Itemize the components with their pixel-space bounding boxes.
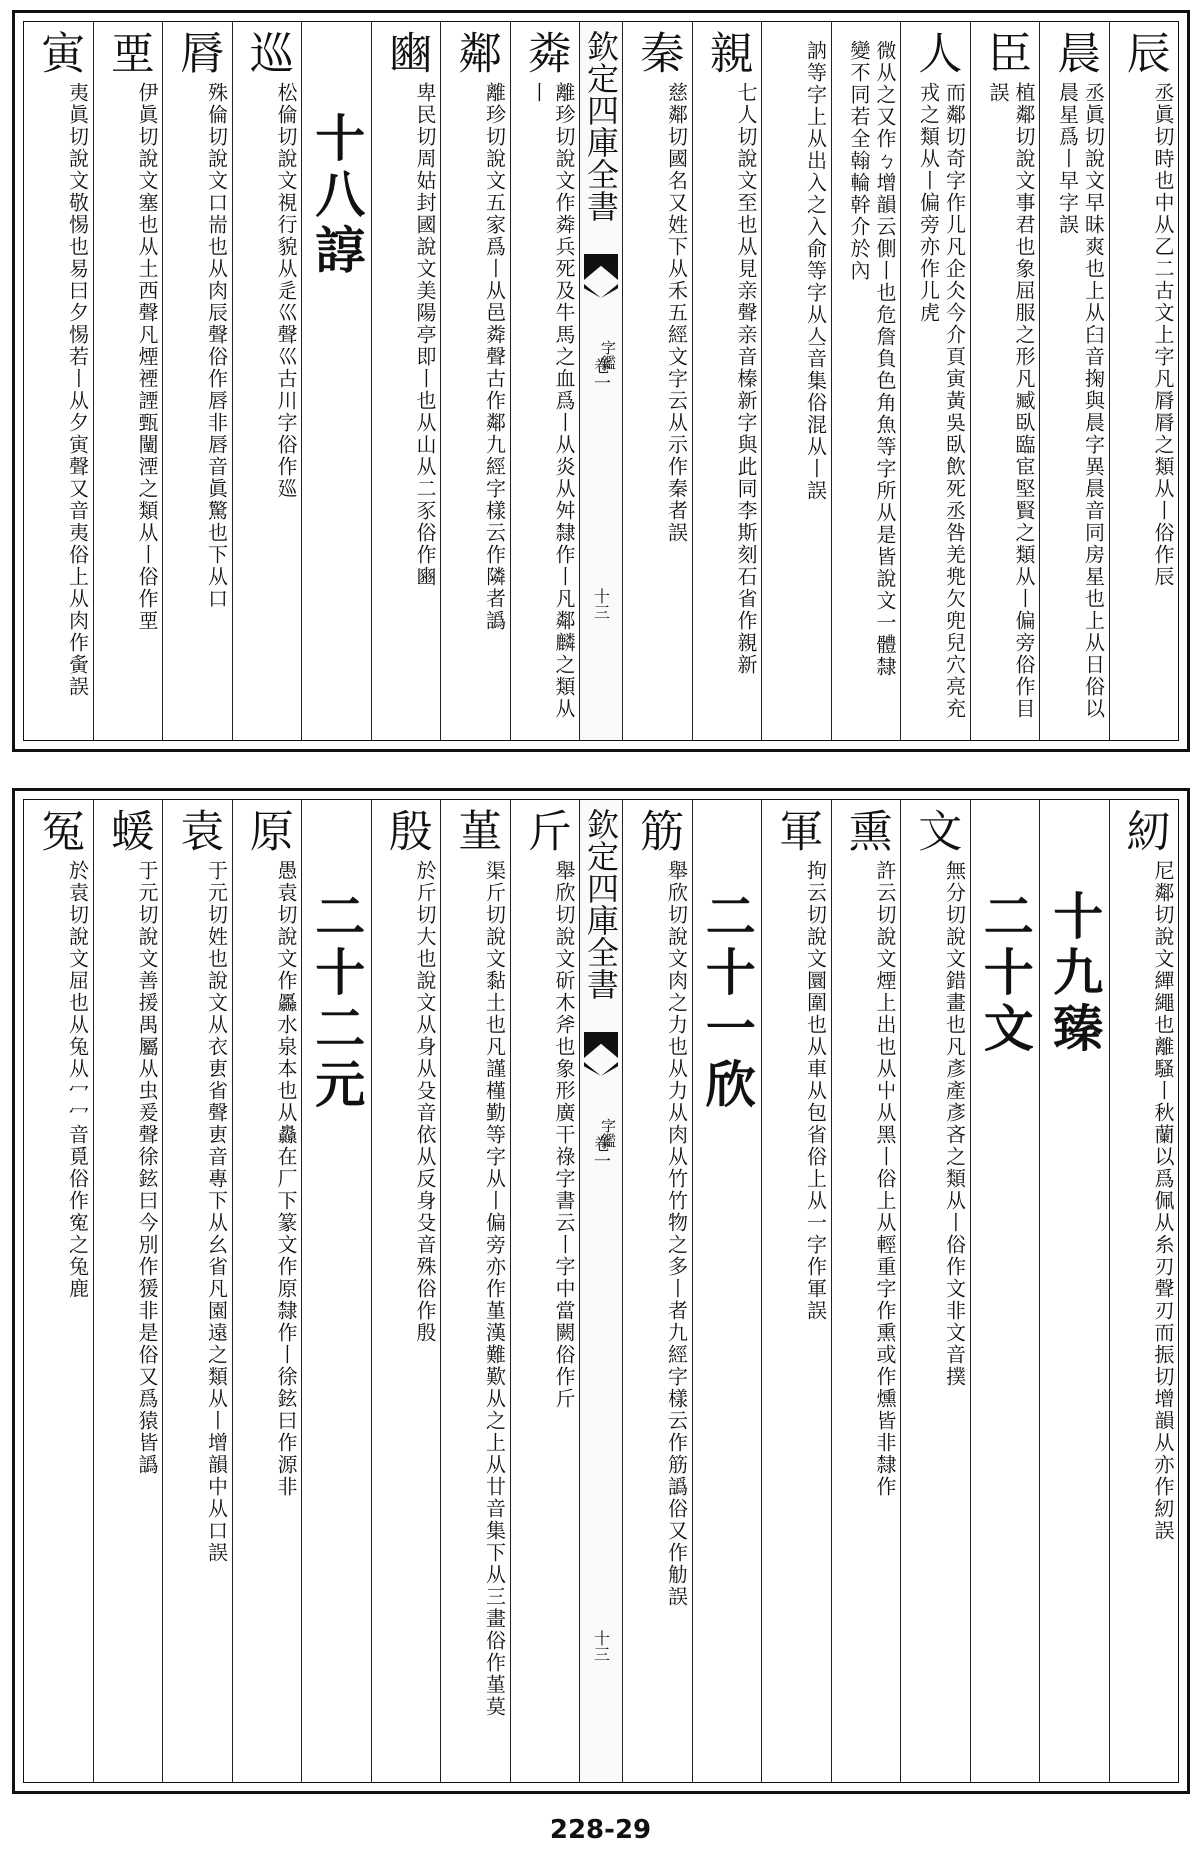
gloss-text: 離珍切說文作粦兵死及牛馬之血爲丨从炎从舛隸作丨凡鄰麟之類从丨 <box>526 82 576 720</box>
entry-column <box>900 800 970 1782</box>
entry-column <box>93 22 163 740</box>
volume-label: 卷一 <box>590 1135 610 1169</box>
gloss-text: 而鄰切奇字作儿凡企仌今介頁寅黃吳臥飲死丞咎羌兠欠兜兒穴亮充戎之類从丨偏旁亦作儿虎 <box>916 82 967 720</box>
gloss-text: 拘云切說文圜圍也从車从包省俗上从一字作軍誤 <box>803 860 828 1322</box>
headword-character: 秦 <box>632 30 684 76</box>
running-head-column <box>579 800 622 1782</box>
headword-character: 熏 <box>840 808 892 854</box>
entry-column <box>232 800 302 1782</box>
entry-column <box>831 800 901 1782</box>
headword-character: 豳 <box>380 30 432 76</box>
entry-column <box>371 22 441 740</box>
entry-column <box>761 22 831 740</box>
headword-character: 原 <box>241 808 293 854</box>
rhyme-section-column <box>970 800 1040 1782</box>
rhyme-section-column <box>301 22 371 740</box>
gloss-text: 微从之又作ㄅ增韻云側丨也危詹負色角魚等字所从是皆說文一體隸變不同若全翰輪幹介於內 <box>847 40 897 678</box>
bottom-columns <box>24 800 1178 1782</box>
gloss-text: 植鄰切說文事君也象屈服之形凡臧臥臨宦堅賢之類从丨偏旁俗作目誤 <box>986 82 1036 720</box>
entry-column <box>622 800 692 1782</box>
entry-column <box>692 22 762 740</box>
entry-column <box>900 22 970 740</box>
rhyme-section-column <box>1039 800 1109 1782</box>
entry-column <box>831 22 901 740</box>
fishtail-ornament <box>584 1032 618 1058</box>
headword-character: 臣 <box>979 30 1031 76</box>
headword-character: 文 <box>910 808 962 854</box>
headword-character: 辰 <box>1118 30 1170 76</box>
bottom-page-panel <box>12 788 1190 1794</box>
rhyme-section-heading: 十九臻 <box>1045 890 1105 1058</box>
entry-column <box>162 800 232 1782</box>
gloss-text: 丞眞切時也中从乙二古文上字凡脣脣之類从丨俗作辰 <box>1151 82 1175 588</box>
headword-character: 斤 <box>519 808 571 854</box>
fishtail-ornament <box>584 1062 618 1076</box>
gloss-text: 殊倫切說文口耑也从肉辰聲俗作唇非唇音眞驚也下从口 <box>204 82 229 610</box>
headword-character: 晨 <box>1049 30 1101 76</box>
entry-column <box>1109 800 1179 1782</box>
gloss-text: 許云切說文煙上出也从屮从黑丨俗上从輕重字作熏或作燻皆非隸作 <box>873 860 897 1498</box>
entry-column <box>93 800 163 1782</box>
headword-character: 殷 <box>380 808 432 854</box>
gloss-text: 舉欣切說文斫木斧也象形廣干祿字書云丨字中當闕俗作斤 <box>552 860 576 1410</box>
headword-character: 軍 <box>771 808 823 854</box>
book-title: 欽定四庫全書 <box>582 808 620 1000</box>
rhyme-section-column <box>301 800 371 1782</box>
fishtail-ornament <box>584 254 618 280</box>
entry-column <box>1039 22 1109 740</box>
gloss-text: 於斤切大也說文从身从殳音依从反身殳音殊俗作殷 <box>413 860 437 1344</box>
headword-character: 粦 <box>519 30 571 76</box>
entry-column <box>24 800 93 1782</box>
entry-column <box>440 22 510 740</box>
top-page-panel <box>12 10 1190 752</box>
page-number-footer: 228-29 <box>549 1815 652 1845</box>
gloss-text: 離珍切說文五家爲丨从邑粦聲古作鄰九經字樣云作隣者譌 <box>482 82 507 632</box>
headword-character: 筋 <box>632 808 684 854</box>
headword-character: 寅 <box>33 30 85 76</box>
folio-number: 十三 <box>591 588 611 620</box>
headword-character: 垔 <box>102 30 154 76</box>
gloss-text: 松倫切說文視行貌从辵巛聲巛古川字俗作廵 <box>274 82 298 500</box>
entry-column <box>371 800 441 1782</box>
entry-column <box>510 800 580 1782</box>
headword-character: 親 <box>701 30 753 76</box>
headword-character: 紉 <box>1118 808 1170 854</box>
rhyme-section-heading: 二十二元 <box>307 890 367 1114</box>
headword-character: 人 <box>910 30 962 76</box>
gloss-text: 尼鄰切說文繟繩也離騷丨秋蘭以爲佩从糸刃聲刃而振切增韻从亦作紉誤 <box>1151 860 1175 1542</box>
top-columns <box>24 22 1178 740</box>
volume-label: 卷一 <box>590 357 610 391</box>
rhyme-section-heading: 二十文 <box>975 890 1035 1058</box>
entry-column <box>162 22 232 740</box>
entry-column <box>761 800 831 1782</box>
folio-number: 十三 <box>591 1630 611 1662</box>
entry-column <box>1109 22 1179 740</box>
gloss-text: 丞眞切說文早昧爽也上从臼音掬與晨字異晨音同房星也上从日俗以晨星爲丨早字誤 <box>1055 82 1106 720</box>
entry-column <box>510 22 580 740</box>
gloss-text: 渠斤切說文黏土也凡謹槿勤等字从丨偏旁亦作堇漢難歎从之上从廿音集下从三畫俗作堇莫 <box>482 860 507 1718</box>
gloss-text: 夷眞切說文敬惕也易曰夕惕若丨从夕寅聲又音夷俗上从肉作夤誤 <box>65 82 90 698</box>
gloss-text: 訥等字上从出入之入俞等字从亼音集俗混从丨誤 <box>803 40 828 502</box>
gloss-text: 于元切說文善援禺屬从虫爰聲徐鉉曰今別作猨非是俗又爲猿皆譌 <box>135 860 159 1476</box>
entry-column <box>232 22 302 740</box>
gloss-text: 伊眞切說文塞也从土西聲凡煙禋諲甄闉湮之類从丨俗作垔 <box>135 82 159 632</box>
gloss-text: 卑民切周姑封國說文美陽亭即丨也从山从二豕俗作豳 <box>413 82 437 588</box>
headword-character: 巡 <box>241 30 293 76</box>
rhyme-section-heading: 十八諄 <box>307 112 367 280</box>
headword-character: 脣 <box>172 30 224 76</box>
fishtail-ornament <box>584 284 618 298</box>
gloss-text: 七人切說文至也从見亲聲亲音榛新字與此同李斯刻石省作親新 <box>734 82 758 676</box>
gloss-text: 于元切姓也說文从衣叀省聲叀音專下从幺省凡園遠之類从丨增韻中从口誤 <box>204 860 229 1564</box>
entry-column <box>970 22 1040 740</box>
gloss-text: 於袁切說文屈也从兔从冖冖音覓俗作寃之兔鹿 <box>65 860 90 1300</box>
running-head-column <box>579 22 622 740</box>
entry-column <box>440 800 510 1782</box>
headword-character: 堇 <box>450 808 502 854</box>
entry-column <box>622 22 692 740</box>
gloss-text: 慈鄰切國名又姓下从禾五經文字云从示作秦者誤 <box>664 82 689 544</box>
headword-character: 鄰 <box>450 30 502 76</box>
gloss-text: 愚袁切說文作厵水泉本也从灥在厂下篆文作原隸作丨徐鉉曰作源非 <box>274 860 298 1498</box>
entry-column <box>24 22 93 740</box>
gloss-text: 舉欣切說文肉之力也从力从肉从竹竹物之多丨者九經字樣云作筋譌俗又作觔誤 <box>664 860 689 1608</box>
headword-character: 袁 <box>172 808 224 854</box>
book-subtitle: 字鑑 <box>599 1118 617 1148</box>
headword-character: 冤 <box>33 808 85 854</box>
rhyme-section-column <box>692 800 762 1782</box>
headword-character: 蝯 <box>102 808 154 854</box>
rhyme-section-heading: 二十一欣 <box>697 890 757 1114</box>
gloss-text: 無分切說文錯畫也凡彥產彥吝之類从丨俗作文非文音撲 <box>942 860 967 1388</box>
book-subtitle: 字鑑 <box>599 340 617 370</box>
book-title: 欽定四庫全書 <box>582 30 620 222</box>
